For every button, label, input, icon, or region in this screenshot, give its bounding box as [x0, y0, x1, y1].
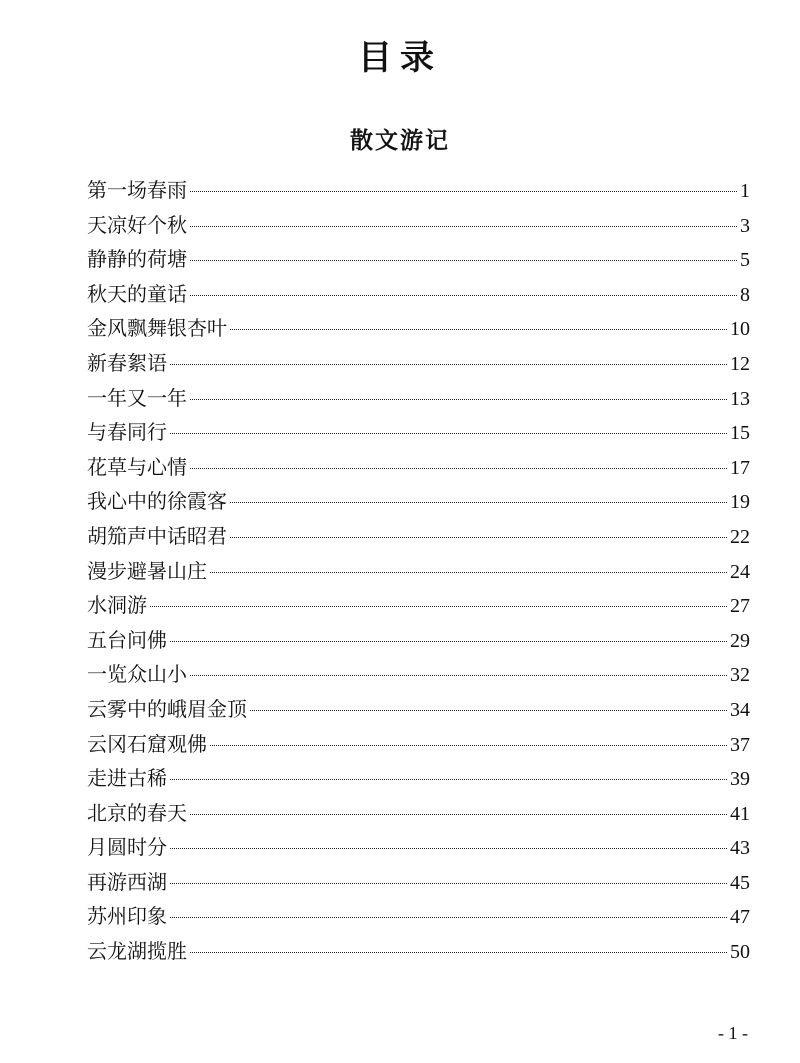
toc-entry-title: 再游西湖	[87, 869, 167, 894]
toc-entry[interactable]	[87, 692, 750, 727]
toc-entry-page: 32	[730, 664, 750, 687]
toc-entry-page: 12	[730, 352, 750, 375]
toc-entry[interactable]	[87, 381, 750, 416]
toc-entry-title: 第一场春雨	[87, 178, 187, 202]
toc-entry-page: 1	[740, 180, 750, 202]
toc-entry[interactable]	[87, 899, 750, 934]
toc-entry-page: 3	[740, 214, 750, 237]
dot-leader	[170, 848, 727, 849]
dot-leader	[170, 883, 727, 884]
dot-leader	[170, 433, 727, 434]
dot-leader	[230, 537, 727, 538]
toc-entry[interactable]	[87, 796, 750, 831]
toc-entry-page: 41	[730, 802, 750, 825]
dot-leader	[150, 606, 727, 607]
toc-entry-title: 秋天的童话	[87, 281, 187, 306]
dot-leader	[210, 745, 727, 746]
toc-entry[interactable]	[87, 277, 750, 312]
toc-entry[interactable]	[87, 830, 750, 865]
toc-entry[interactable]	[87, 623, 750, 658]
toc-entry[interactable]	[87, 554, 750, 589]
toc-entry-title: 与春同行	[87, 420, 167, 445]
toc-entry-page: 19	[730, 491, 750, 514]
dot-leader	[190, 226, 737, 227]
dot-leader	[190, 814, 727, 815]
toc-entry-title: 走进古稀	[87, 766, 167, 791]
toc-entry-title: 漫步避暑山庄	[87, 558, 207, 583]
toc-entry[interactable]	[87, 727, 750, 762]
toc-entry-title: 胡笳声中话昭君	[87, 523, 227, 548]
toc-entry-page: 17	[730, 456, 750, 479]
toc-entry-page: 47	[730, 906, 750, 929]
toc-entry-page: 29	[730, 629, 750, 652]
toc-entry-title: 新春絮语	[87, 350, 167, 375]
toc-entry[interactable]	[87, 484, 750, 519]
toc-entry[interactable]	[87, 346, 750, 381]
toc-entry-page: 8	[740, 283, 750, 306]
dot-leader	[250, 710, 727, 711]
toc-entry[interactable]	[87, 311, 750, 346]
toc-entry-title: 水洞游	[87, 593, 147, 618]
toc-entry-page: 27	[730, 595, 750, 618]
toc-entry-title: 云龙湖揽胜	[87, 939, 187, 964]
toc-entry-page: 50	[730, 941, 750, 964]
toc-entry-title: 云雾中的峨眉金顶	[87, 696, 247, 721]
dot-leader	[190, 952, 727, 953]
toc-entry-title: 花草与心情	[87, 454, 187, 479]
toc-entry[interactable]	[87, 415, 750, 450]
table-of-contents	[87, 173, 750, 969]
dot-leader	[230, 329, 727, 330]
toc-entry[interactable]	[87, 761, 750, 796]
toc-entry-page: 39	[730, 768, 750, 791]
toc-entry-title: 静静的荷塘	[87, 247, 187, 272]
toc-entry[interactable]	[87, 865, 750, 900]
dot-leader	[170, 364, 727, 365]
toc-entry-page: 10	[730, 318, 750, 341]
toc-entry-title: 我心中的徐霞客	[87, 489, 227, 514]
toc-entry-title: 天凉好个秋	[87, 212, 187, 237]
toc-entry-title: 月圆时分	[87, 835, 167, 860]
toc-entry-page: 15	[730, 422, 750, 445]
toc-entry-page: 24	[730, 560, 750, 583]
dot-leader	[190, 295, 737, 296]
toc-entry-title: 北京的春天	[87, 800, 187, 825]
dot-leader	[190, 191, 737, 192]
toc-entry-title: 金风飘舞银杏叶	[87, 316, 227, 341]
page-number: - 1 -	[718, 1023, 748, 1043]
toc-entry[interactable]	[87, 934, 750, 969]
dot-leader	[230, 502, 727, 503]
toc-entry[interactable]	[87, 173, 750, 208]
toc-entry-title: 苏州印象	[87, 904, 167, 929]
toc-entry-page: 5	[740, 249, 750, 272]
toc-entry[interactable]	[87, 208, 750, 243]
toc-entry[interactable]	[87, 657, 750, 692]
dot-leader	[190, 399, 727, 400]
toc-entry[interactable]	[87, 242, 750, 277]
toc-entry-title: 五台问佛	[87, 627, 167, 652]
toc-entry-page: 22	[730, 525, 750, 548]
section-title: 散文游记	[350, 127, 450, 154]
dot-leader	[170, 917, 727, 918]
page-title: 目录	[358, 38, 442, 78]
dot-leader	[190, 260, 737, 261]
toc-entry-page: 34	[730, 698, 750, 721]
dot-leader	[210, 572, 727, 573]
toc-entry-page: 13	[730, 387, 750, 410]
toc-entry[interactable]	[87, 588, 750, 623]
toc-entry-page: 45	[730, 871, 750, 894]
dot-leader	[190, 675, 727, 676]
toc-entry[interactable]	[87, 450, 750, 485]
toc-entry-title: 云冈石窟观佛	[87, 731, 207, 756]
toc-entry-page: 43	[730, 837, 750, 860]
toc-entry-title: 一年又一年	[87, 385, 187, 410]
toc-entry[interactable]	[87, 519, 750, 554]
toc-entry-title: 一览众山小	[87, 662, 187, 687]
dot-leader	[170, 779, 727, 780]
dot-leader	[190, 468, 727, 469]
dot-leader	[170, 641, 727, 642]
toc-entry-page: 37	[730, 733, 750, 756]
